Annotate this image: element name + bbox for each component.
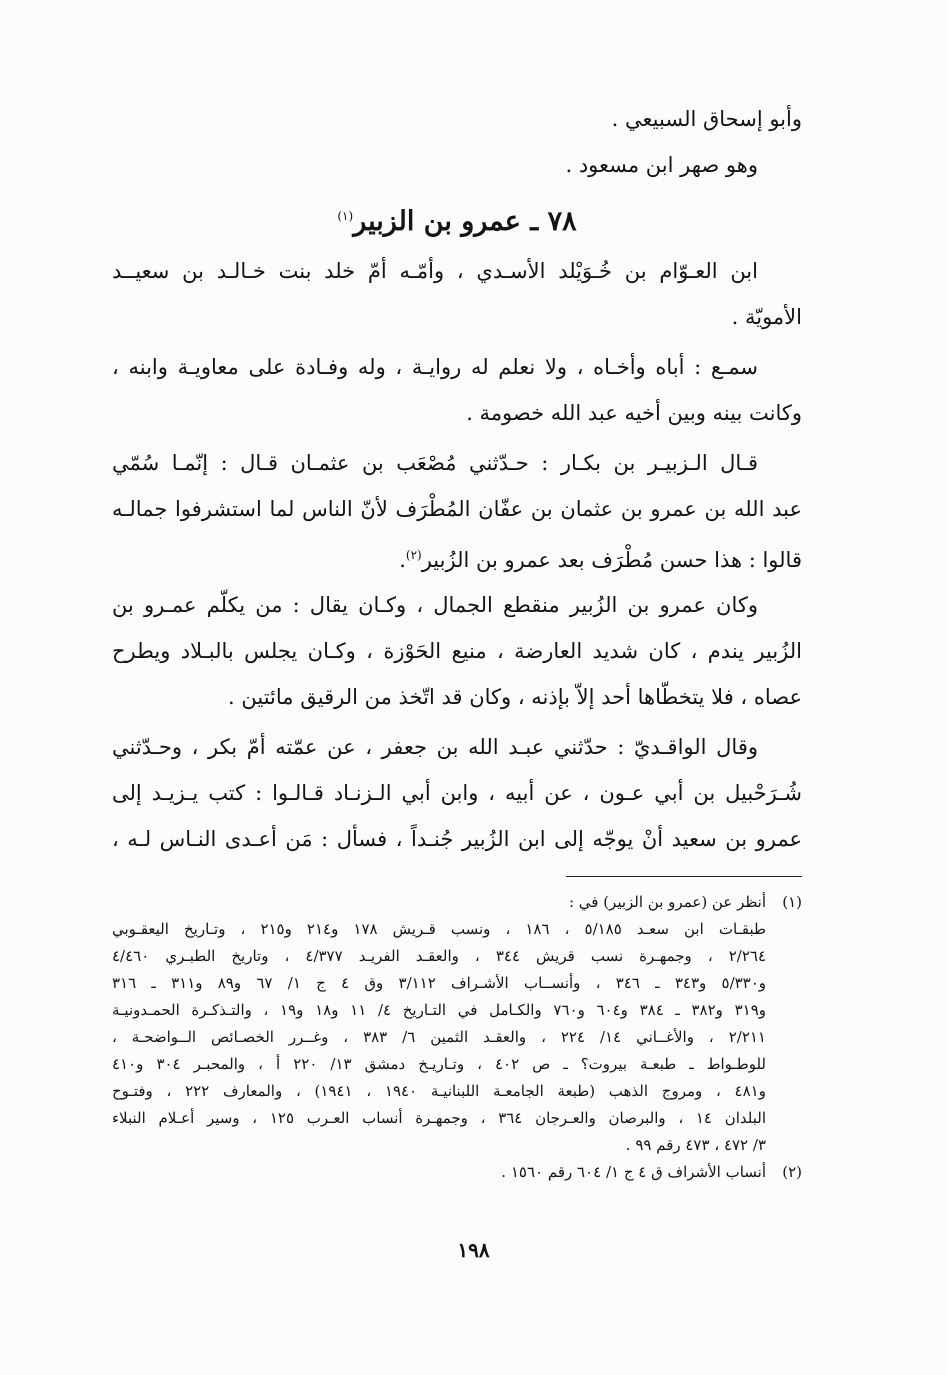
continuation-line: وهو صهر ابن مسعود . [565,153,758,177]
waqidi-paragraph [112,724,802,862]
heard-paragraph [112,344,802,436]
paragraph-line: عمرو بن سعيد أنْ يوجّه إلى ابن الزُبير جُنـداً ، فسأل : مَن أعـدى النـاس لـه ، [112,827,802,851]
footnote-body [112,889,766,1159]
paragraph-line: وكانت بينه وبين أخيه عبد الله خصومة . [466,401,802,425]
footnote-line: البلدان ١٤ ، والبرصان والعـرجان ٣٦٤ ، وجمهـرة أنساب العـرب ١٢٥ ، وسير أعـلام النبلاء [112,1109,766,1127]
footnote-number: (١) [782,893,802,911]
footnote-line: ٢/٢٦٤ ، وجمهـرة نسب قريش ٣٤٤ ، والعقـد الفريـد ٤/٣٧٧ ، وتاريخ الطبـري ٤/٤٦٠ [112,947,767,965]
paragraph-line: وقال الواقـديّ : حدّثني عبـد الله بن جعفر ، عن عمّته أمّ بكر ، وحـدّثني [112,735,758,759]
footnote-body [112,1159,766,1186]
continuation-block [112,96,802,188]
footnote-line: للوطـواط ـ طبعـة بيروت؟ ـ ص ٤٠٢ ، وتـاريـخ دمشق ١٣/ ٢٢٠ أ ، والمحبـر ٣٠٤ و٤١٠ [112,1055,767,1073]
footnote-1 [112,889,802,1159]
footnote-2 [112,1159,802,1186]
paragraph-line: سمـع : أباه وأخـاه ، ولا نعلم له روايـة ، وله وفـادة على معاويـة وابنه ، [112,355,758,379]
paragraph-line [112,532,802,578]
footnote-line: أنساب الأشراف ق ٤ ج ١/ ٦٠٤ رقم ١٥٦٠ . [501,1163,766,1181]
footnote-line: أنظر عن (عمرو بن الزبير) في : [568,893,766,911]
paragraph-line: الأمويّة . [731,305,802,329]
paragraph-line: قـال الـزبيـر بن بكـار : حـدّثني مُصْعَب بن عثمـان قـال : إنّمـا سُمّي [112,451,758,475]
footnote-line: ٣/ ٤٧٢ ، ٤٧٣ رقم ٩٩ . [625,1136,766,1154]
footnote-line: طبقـات ابن سعـد ٥/١٨٥ ، ١٨٦ ، ونسب قـريش ١٧٨ و٢١٤ و٢١٥ ، وتـاريخ اليعقـوبي [112,920,766,938]
footnote-line: و٤٨١ ، ومروج الذهب (طبعة الجامعـة اللبنانيـة ١٩٤٠ ، ١٩٤١) ، والمعارف ٢٢٢ ، وفتـوح [112,1082,766,1100]
footnote-ref: (١) [337,209,354,223]
page-body [112,96,802,1186]
paragraph-line-text: قالوا : هذا حسن مُطْرَف بعد عمرو بن الزُبير [421,548,802,572]
entry-heading-text: ٧٨ ـ عمرو بن الزبير [353,206,577,237]
footnotes [112,889,802,1186]
paragraph-line: عصاه ، فلا يتخطّاها أحد إلاّ بإذنه ، وكان قد اتّخذ من الرقيق مائتين . [228,685,802,709]
entry-heading [112,188,802,244]
footnote-line: و٥/٣٣٠ و٣٤٣ ـ ٣٤٦ ، وأنســاب الأشـراف ٣/١١٢ وق ٤ ج ١/ ٦٧ و٨٩ و٣١١ ـ ٣١٦ [112,974,767,992]
paragraph-line: عبد الله بن عمرو بن عثمان بن عفّان المُطْرَف لأنّ الناس لما استشرفوا جمالـه [112,497,802,521]
continuation-line: وأبو إسحاق السبيعي . [611,107,802,131]
footnote-line: ٢/٢١١ ، والأغــاني ١٤/ ٢٢٤ ، والعقـد الثمين ٦/ ٣٨٣ ، وغــرر الخصـائص الــواضحـة ، [112,1028,766,1046]
zubair-quote-paragraph [112,440,802,578]
line-end-punct: . [399,548,406,572]
description-paragraph [112,582,802,720]
paragraph-line: وكان عمرو بن الزُبير منقطع الجمال ، وكـان يقال : من يكلّم عمـرو بن [112,593,758,617]
footnote-number: (٢) [782,1163,802,1181]
footnote-divider [566,876,802,877]
paragraph-line: الزُبير يندم ، كان شديد العارضة ، منيع الحَوْزة ، وكـان يجلس بالبـلاد ويطرح [112,639,802,663]
lineage-paragraph [112,248,802,340]
footnote-ref: (٢) [405,548,422,562]
paragraph-line: ابن العـوّام بن خُـوَيْلد الأسـدي ، وأمّـه أمّ خلد بنت خـالـد بن سعيــد [112,259,758,283]
paragraph-line: شُـرَحْبيل بن أبي عـون ، عن أبيه ، وابن أبي الـزنـاد قـالـوا : كتب يـزيـد إلى [112,781,802,805]
page-number: ١٩٨ [457,1238,490,1262]
footnote-line: و٣١٩ و٣٨٢ ـ ٣٨٤ و٦٠٤ و٧٦٠ والكـامل في التـاريخ ٤/ ١١ و١٨ و١٩ ، والتـذكـرة الحمـدونيـة [112,1001,767,1019]
